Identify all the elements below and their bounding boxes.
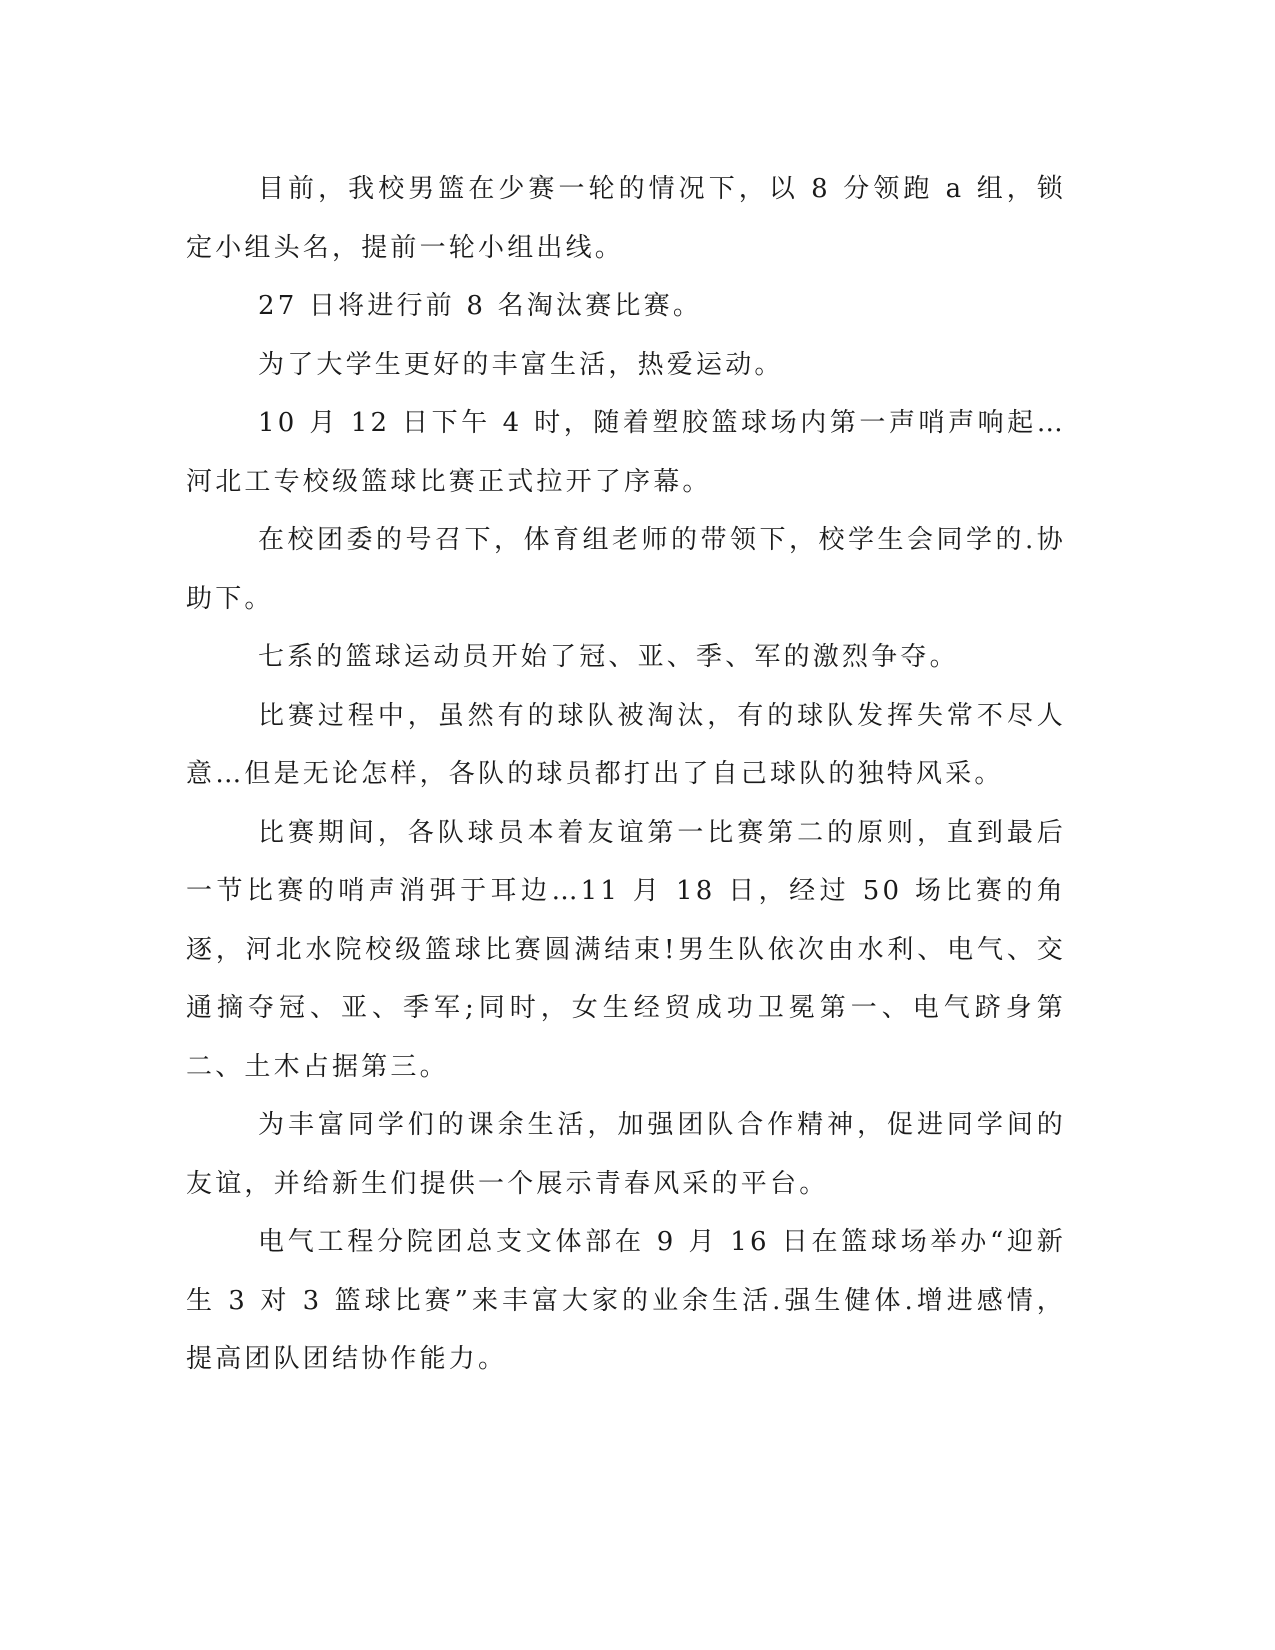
document-body xyxy=(186,160,1066,1389)
paragraph-7: 比赛过程中，虽然有的球队被淘汰，有的球队发挥失常不尽人意…但是无论怎样，各队的球员都打出了自己球队的独特风采。 xyxy=(186,700,1066,789)
paragraph-10: 电气工程分院团总支文体部在 9 月 16 日在篮球场举办“迎新生 3 对 3 篮球比赛”来丰富大家的业余生活.强生健体.增进感情，提高团队团结协作能力。 xyxy=(186,1227,1066,1374)
paragraph-3: 为了大学生更好的丰富生活，热爱运动。 xyxy=(258,349,784,380)
paragraph-2: 27 日将进行前 8 名淘汰赛比赛。 xyxy=(258,291,703,321)
paragraph-1: 目前，我校男篮在少赛一轮的情况下，以 8 分领跑 a 组，锁定小组头名，提前一轮小组出线。 xyxy=(186,174,1066,263)
paragraph-6: 七系的篮球运动员开始了冠、亚、季、军的激烈争夺。 xyxy=(258,642,959,672)
paragraph-9: 为丰富同学们的课余生活，加强团队合作精神，促进同学间的友谊，并给新生们提供一个展示青春风采的平台。 xyxy=(186,1110,1066,1199)
paragraph-5: 在校团委的号召下，体育组老师的带领下，校学生会同学的.协助下。 xyxy=(186,525,1066,614)
paragraph-4: 10 月 12 日下午 4 时，随着塑胶篮球场内第一声哨声响起…河北工专校级篮球比赛正式拉开了序幕。 xyxy=(186,408,1066,497)
paragraph-8: 比赛期间，各队球员本着友谊第一比赛第二的原则，直到最后一节比赛的哨声消弭于耳边…11 月 18 日，经过 50 场比赛的角逐，河北水院校级篮球比赛圆满结束!男生队依次由水利、电气、交通摘夺冠、亚、季军;同时，女生经贸成功卫冕第一、电气跻身第二、土木占据第三。 xyxy=(186,817,1066,1082)
